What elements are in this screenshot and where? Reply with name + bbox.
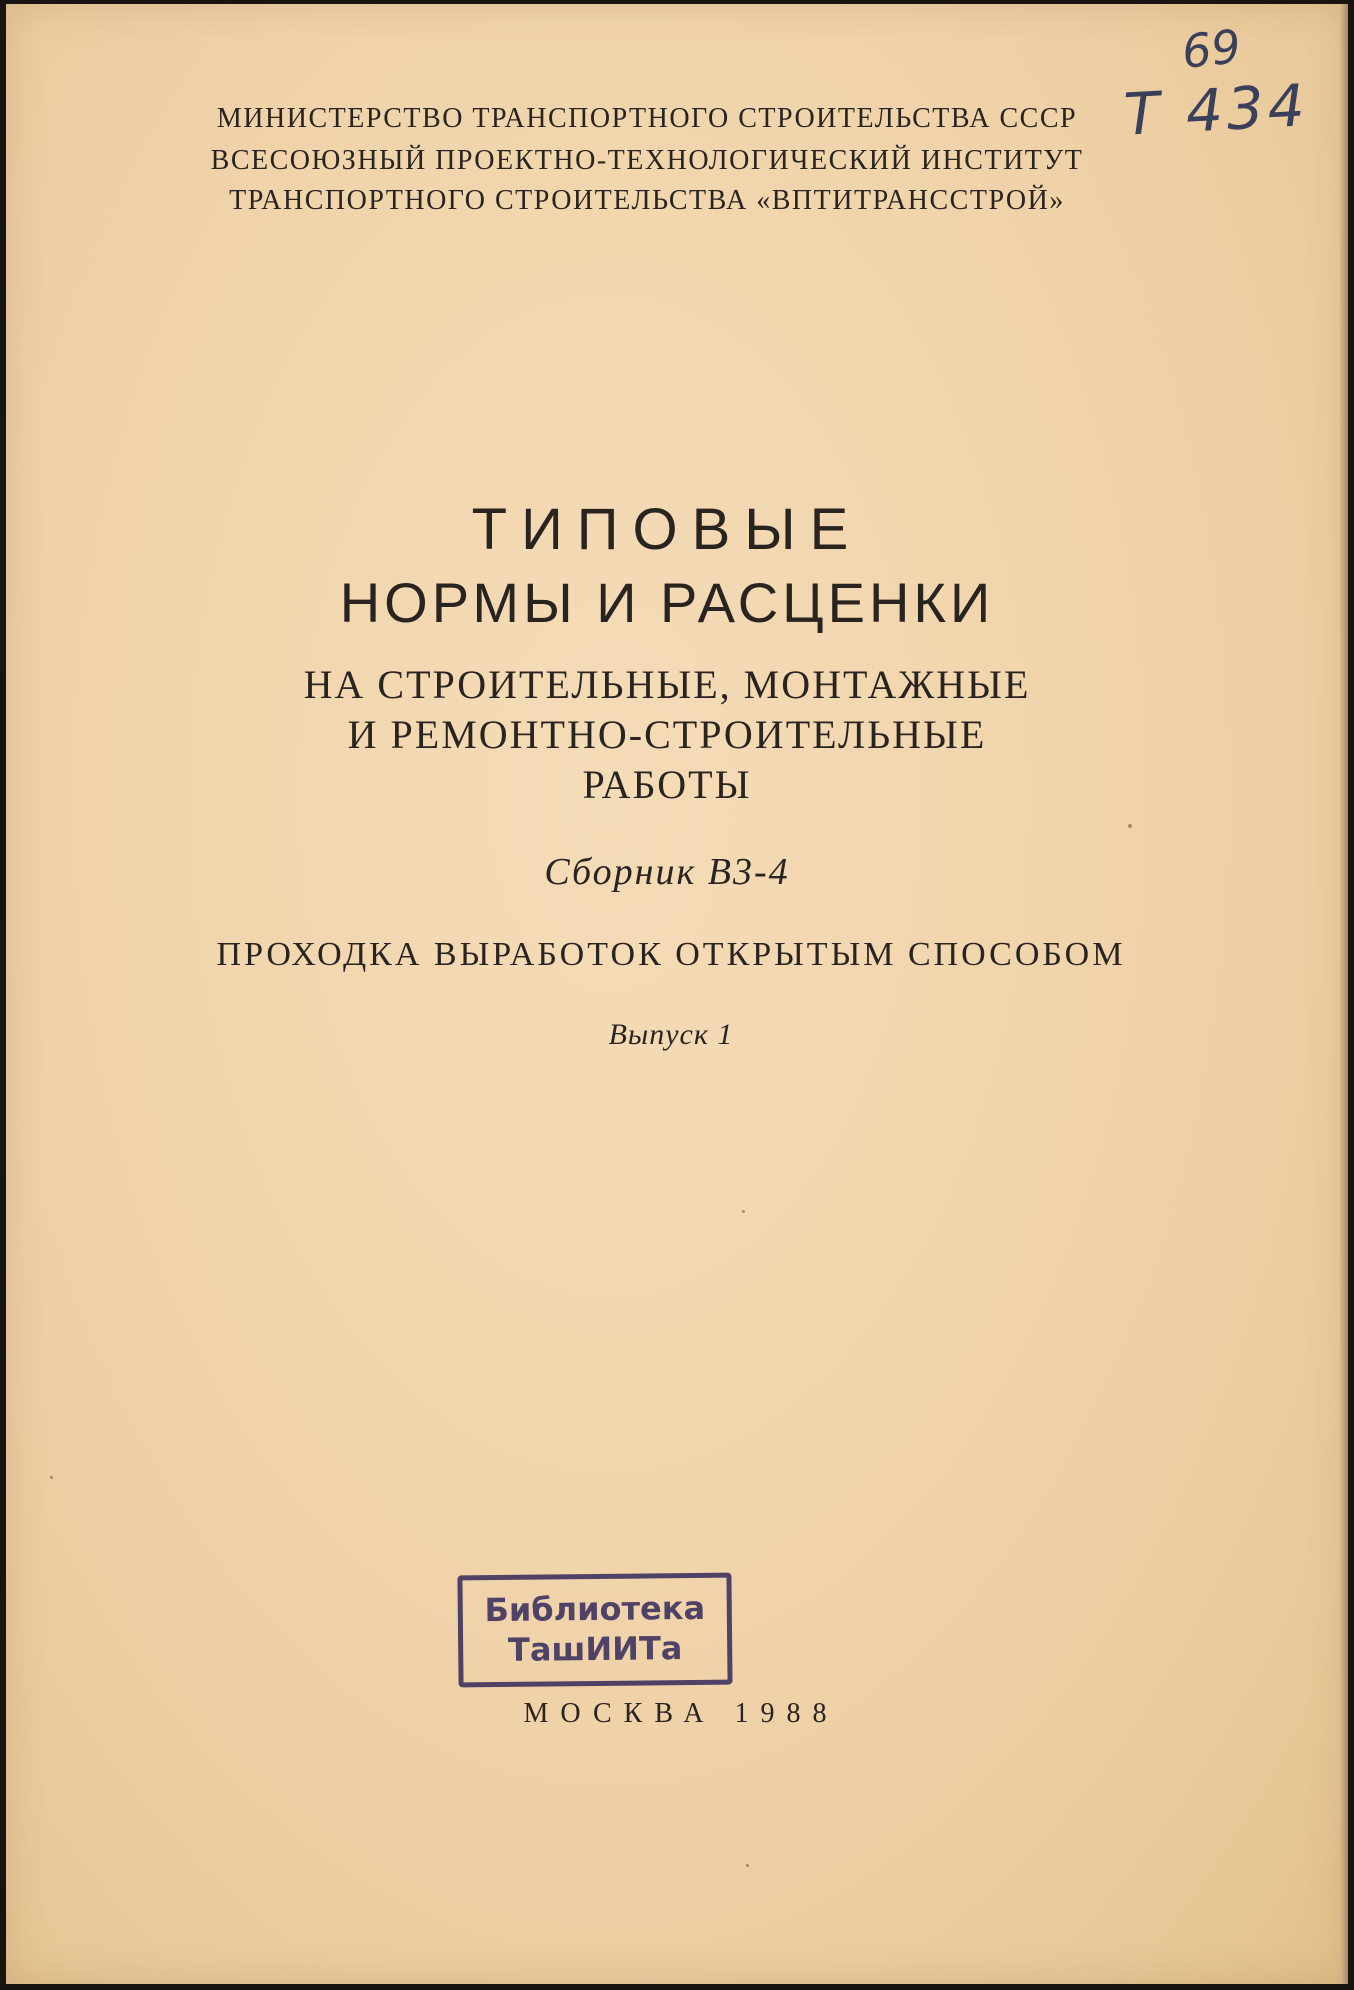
paper-speck	[742, 1210, 745, 1213]
library-stamp	[457, 1573, 732, 1688]
paper-speck	[1128, 824, 1132, 828]
subtitle-line-1: НА СТРОИТЕЛЬНЫЕ, МОНТАЖНЫЕ	[303, 662, 1031, 707]
title-line-2: НОРМЫ И РАСЦЕНКИ	[339, 571, 995, 634]
subtitle-line-3: РАБОТЫ	[582, 762, 752, 807]
paper-speck	[50, 1476, 53, 1479]
title-page	[6, 4, 1348, 1984]
imprint: МОСКВА 1988	[523, 1698, 839, 1729]
handwritten-number: 69	[1179, 19, 1244, 79]
ministry-line: МИНИСТЕРСТВО ТРАНСПОРТНОГО СТРОИТЕЛЬСТВА СССР	[216, 103, 1078, 134]
subtitle-line-2: И РЕМОНТНО-СТРОИТЕЛЬНЫЕ	[347, 712, 987, 757]
stamp-line-1: Библиотека	[484, 1588, 706, 1630]
handwritten-shelf-code: Т 434	[1122, 71, 1311, 149]
stamp-line-2: ТашИИТа	[507, 1629, 683, 1669]
collection-number: Сборник В3-4	[544, 851, 790, 893]
section-title: ПРОХОДКА ВЫРАБОТОК ОТКРЫТЫМ СПОСОБОМ	[216, 936, 1126, 973]
page-edge	[1340, 4, 1348, 1984]
paper-speck	[746, 1864, 749, 1867]
title-line-1: ТИПОВЫЕ	[471, 497, 863, 562]
institute-name-line: ТРАНСПОРТНОГО СТРОИТЕЛЬСТВА «ВПТИТРАНССТРОЙ»	[229, 185, 1065, 216]
institute-line: ВСЕСОЮЗНЫЙ ПРОЕКТНО-ТЕХНОЛОГИЧЕСКИЙ ИНСТИТУТ	[210, 145, 1084, 176]
issue-number: Выпуск 1	[608, 1018, 734, 1051]
